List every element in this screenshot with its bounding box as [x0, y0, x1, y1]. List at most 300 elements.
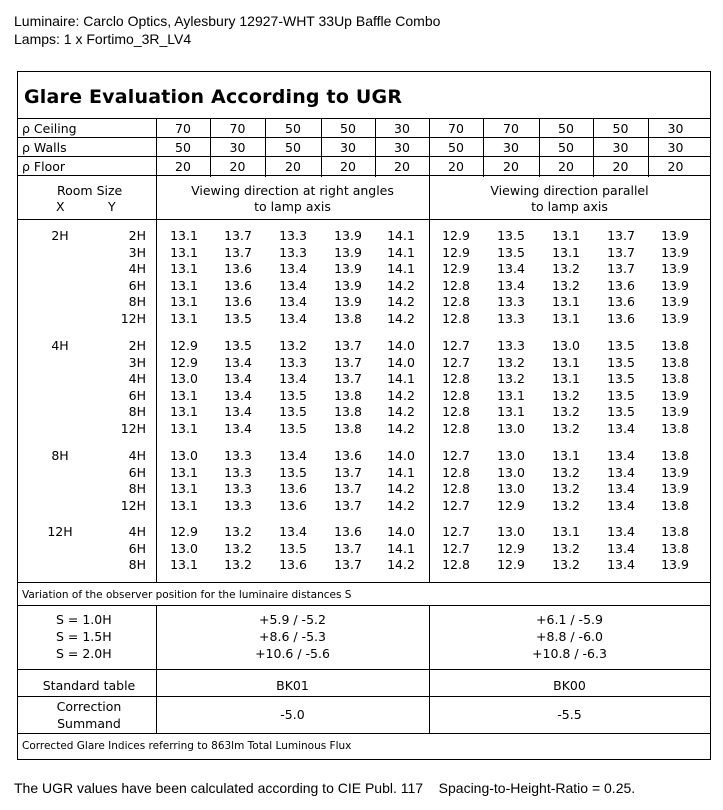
ugr-value: 13.7 — [334, 354, 362, 370]
ugr-value: 13.2 — [552, 481, 580, 496]
ugr-value: 13.4 — [607, 420, 635, 436]
ugr-value: 13.4 — [607, 557, 635, 572]
room-y-value: 12H — [120, 420, 146, 436]
ugr-value: 13.9 — [661, 464, 689, 480]
ugr-value: 12.8 — [442, 387, 470, 403]
direction-right-angles: to lamp axis — [254, 199, 331, 214]
ugr-value: 12.8 — [442, 277, 470, 293]
reflectance-value: 50 — [558, 140, 574, 155]
room-x-value: 4H — [51, 338, 69, 353]
variation-top-rule — [17, 582, 710, 583]
ugr-value: 13.3 — [224, 497, 252, 513]
ugr-value: 13.9 — [661, 277, 689, 293]
ugr-value: 13.1 — [170, 277, 198, 293]
ugr-value: 13.2 — [497, 354, 525, 370]
ugr-value: 13.4 — [607, 497, 635, 513]
ugr-value: 13.2 — [552, 497, 580, 513]
ugr-value: 13.3 — [224, 464, 252, 480]
correction-right-angles: -5.0 — [280, 707, 305, 722]
ugr-value: 13.7 — [607, 261, 635, 276]
ugr-value: 14.2 — [387, 481, 415, 496]
reflectance-value: 20 — [340, 159, 356, 174]
reflectance-value: 50 — [340, 121, 356, 136]
reflectance-value: 30 — [612, 140, 629, 155]
ugr-value: 13.1 — [170, 481, 198, 496]
ugr-value: 13.2 — [224, 524, 252, 539]
standard-table-parallel: BK00 — [553, 678, 586, 693]
ugr-value: 13.4 — [224, 354, 252, 370]
ugr-value: 13.9 — [661, 481, 689, 496]
ugr-value: 14.2 — [387, 497, 415, 513]
ugr-value: 13.9 — [661, 387, 689, 403]
room-y-value: 8H — [128, 404, 146, 419]
ugr-value: 13.1 — [170, 244, 198, 260]
ugr-value: 13.2 — [552, 464, 580, 480]
ugr-value: 14.1 — [387, 540, 415, 556]
ugr-value: 13.1 — [497, 387, 525, 403]
ugr-value: 13.5 — [607, 387, 635, 403]
room-y-value: 8H — [128, 557, 146, 572]
ugr-value: 13.2 — [552, 277, 580, 293]
ugr-value: 13.9 — [661, 261, 689, 276]
ugr-value: 13.1 — [170, 387, 198, 403]
variation-parallel: +6.1 / -5.9 — [536, 612, 603, 627]
ugr-value: 13.4 — [279, 371, 307, 386]
reflectance-divider — [429, 118, 430, 177]
ugr-value: 13.4 — [279, 277, 307, 293]
ugr-value: 14.0 — [387, 354, 415, 370]
room-size-label: Room Size — [57, 183, 123, 198]
ugr-value: 13.0 — [497, 464, 525, 480]
ugr-value: 13.1 — [552, 294, 580, 309]
variation-right-angles: +5.9 / -5.2 — [259, 612, 326, 627]
room-y-value: 8H — [128, 294, 146, 309]
ugr-value: 13.4 — [224, 404, 252, 419]
reflectance-value: 30 — [229, 140, 246, 155]
ugr-value: 13.5 — [607, 404, 635, 419]
reflectance-divider — [539, 118, 540, 177]
ugr-value: 13.5 — [607, 371, 635, 386]
ugr-value: 13.5 — [497, 244, 525, 260]
ugr-value: 14.2 — [387, 404, 415, 419]
ugr-value: 14.1 — [387, 261, 415, 276]
ugr-value: 13.2 — [552, 420, 580, 436]
ugr-value: 13.8 — [334, 404, 362, 419]
ugr-value: 13.1 — [170, 420, 198, 436]
ugr-value: 13.0 — [170, 540, 198, 556]
reflectance-value: 70 — [175, 121, 191, 136]
ugr-value: 12.7 — [442, 448, 470, 463]
variation-parallel: +10.8 / -6.3 — [532, 646, 607, 661]
reflectance-value: 50 — [448, 140, 464, 155]
room-y-value: 4H — [128, 261, 146, 276]
ugr-value: 13.3 — [279, 354, 307, 370]
ugr-value: 13.3 — [224, 481, 252, 496]
reflectance-divider — [483, 118, 484, 177]
ugr-value: 13.0 — [497, 448, 525, 463]
ugr-value: 12.9 — [442, 244, 470, 260]
direction-right-angles: Viewing direction at right angles — [191, 183, 394, 198]
ugr-value: 13.4 — [279, 294, 307, 309]
ugr-value: 13.2 — [552, 404, 580, 419]
correction-bottom-rule — [17, 733, 710, 734]
variation-header-rule — [17, 605, 710, 606]
reflectance-value: 30 — [667, 140, 684, 155]
ugr-value: 13.8 — [661, 497, 689, 513]
ugr-value: 13.1 — [552, 354, 580, 370]
lamps-label: Lamps: 1 x Fortimo_3R_LV4 — [14, 31, 192, 47]
ugr-value: 13.7 — [334, 464, 362, 480]
reflectance-value: 20 — [229, 159, 246, 174]
ugr-value: 13.3 — [497, 294, 525, 309]
ugr-value: 13.7 — [607, 244, 635, 260]
reflectance-value: 50 — [285, 140, 301, 155]
room-y-value: 6H — [128, 387, 146, 403]
ugr-value: 13.4 — [224, 371, 252, 386]
reflectance-label: ρ Floor — [22, 159, 66, 174]
ugr-value: 13.1 — [170, 557, 198, 572]
ugr-value: 12.8 — [442, 464, 470, 480]
ugr-value: 13.4 — [607, 464, 635, 480]
ugr-value: 13.4 — [279, 261, 307, 276]
room-y-value: 3H — [128, 354, 146, 370]
reflectance-divider — [593, 118, 594, 177]
ugr-value: 13.0 — [170, 448, 198, 463]
distance-label: S = 1.5H — [56, 629, 112, 644]
ugr-value: 13.1 — [170, 464, 198, 480]
room-y-value: 3H — [128, 244, 146, 260]
ugr-value: 13.6 — [607, 294, 635, 309]
ugr-value: 13.8 — [661, 338, 689, 353]
reflectance-value: 50 — [612, 121, 629, 136]
reflectance-value: 20 — [558, 159, 574, 174]
room-y-value: 2H — [128, 228, 146, 243]
luminaire-label: Luminaire: Carclo Optics, Aylesbury 12927-WHT 33Up Baffle Combo — [14, 13, 441, 29]
ugr-value: 13.7 — [334, 497, 362, 513]
reflectance-value: 20 — [503, 159, 519, 174]
ugr-value: 13.1 — [497, 404, 525, 419]
ugr-value: 13.4 — [497, 277, 525, 293]
ugr-value: 13.1 — [170, 497, 198, 513]
ugr-value: 13.6 — [334, 524, 362, 539]
ugr-value: 13.8 — [334, 387, 362, 403]
ugr-value: 13.3 — [224, 448, 252, 463]
ugr-value: 13.7 — [334, 371, 362, 386]
reflectance-row-rule — [17, 156, 710, 157]
ugr-value: 12.7 — [442, 497, 470, 513]
ugr-value: 12.9 — [170, 524, 198, 539]
reflectance-divider — [265, 118, 266, 177]
standard-table-label: Standard table — [42, 678, 136, 693]
section-divider — [429, 605, 430, 733]
ugr-value: 13.3 — [279, 228, 307, 243]
distance-label: S = 1.0H — [56, 612, 112, 627]
ugr-value: 14.2 — [387, 557, 415, 572]
reflectance-value: 30 — [394, 121, 410, 136]
room-x-label: X — [56, 199, 65, 214]
ugr-value: 13.1 — [552, 371, 580, 386]
reflectance-value: 20 — [394, 159, 410, 174]
section-divider — [156, 605, 157, 733]
ugr-value: 13.2 — [497, 371, 525, 386]
ugr-value: 13.5 — [224, 338, 252, 353]
room-x-value: 2H — [51, 228, 69, 243]
ugr-value: 13.1 — [170, 294, 198, 309]
reflectance-value: 20 — [448, 159, 464, 174]
ugr-value: 14.2 — [387, 294, 415, 309]
ugr-value: 12.9 — [442, 228, 470, 243]
ugr-value: 12.9 — [497, 497, 525, 513]
ugr-value: 13.4 — [607, 481, 635, 496]
ugr-value: 13.9 — [334, 294, 362, 309]
reflectance-value: 70 — [503, 121, 519, 136]
ugr-value: 13.3 — [497, 338, 525, 353]
reflectance-value: 50 — [558, 121, 574, 136]
ugr-value: 12.7 — [442, 524, 470, 539]
reflectance-value: 30 — [394, 140, 410, 155]
ugr-value: 13.3 — [497, 310, 525, 326]
ugr-value: 13.1 — [552, 228, 580, 243]
ugr-value: 13.7 — [224, 244, 252, 260]
reflectance-divider — [321, 118, 322, 177]
reflectance-value: 20 — [612, 159, 629, 174]
ugr-value: 13.5 — [279, 420, 307, 436]
ugr-value: 13.0 — [170, 371, 198, 386]
ugr-value: 13.1 — [552, 524, 580, 539]
room-y-value: 2H — [128, 338, 146, 353]
reflectance-top-rule — [17, 118, 710, 119]
ugr-value: 13.4 — [279, 524, 307, 539]
ugr-value: 13.4 — [607, 540, 635, 556]
ugr-value: 12.9 — [170, 338, 198, 353]
ugr-value: 13.5 — [607, 338, 635, 353]
ugr-value: 14.0 — [387, 338, 415, 353]
ugr-value: 12.8 — [442, 420, 470, 436]
ugr-value: 13.6 — [279, 557, 307, 572]
ugr-value: 12.7 — [442, 354, 470, 370]
ugr-value: 12.9 — [497, 557, 525, 572]
ugr-value: 13.5 — [607, 354, 635, 370]
ugr-value: 13.6 — [224, 277, 252, 293]
variation-right-angles: +8.6 / -5.3 — [259, 629, 326, 644]
ugr-value: 13.2 — [279, 338, 307, 353]
footer-note — [14, 780, 635, 796]
ugr-value: 12.9 — [442, 261, 470, 276]
ugr-value: 14.2 — [387, 420, 415, 436]
ugr-value: 13.8 — [661, 354, 689, 370]
ugr-value: 13.5 — [279, 404, 307, 419]
ugr-value: 12.7 — [442, 540, 470, 556]
ugr-value: 13.6 — [224, 294, 252, 309]
ugr-value: 13.2 — [224, 540, 252, 556]
ugr-value: 13.9 — [661, 244, 689, 260]
variation-right-angles: +10.6 / -5.6 — [255, 646, 330, 661]
ugr-value: 13.2 — [552, 557, 580, 572]
room-y-value: 6H — [128, 540, 146, 556]
reflectance-value: 20 — [285, 159, 301, 174]
ugr-value: 13.0 — [497, 524, 525, 539]
ugr-value: 13.8 — [334, 310, 362, 326]
ugr-value: 13.9 — [661, 404, 689, 419]
ugr-value: 12.8 — [442, 371, 470, 386]
room-y-value: 4H — [128, 524, 146, 539]
ugr-value: 13.0 — [497, 420, 525, 436]
ugr-value: 13.1 — [170, 310, 198, 326]
ugr-value: 13.5 — [279, 387, 307, 403]
ugr-value: 13.2 — [224, 557, 252, 572]
ugr-value: 13.6 — [607, 310, 635, 326]
ugr-value: 13.1 — [170, 261, 198, 276]
variation-bottom-rule — [17, 669, 710, 670]
ugr-value: 13.2 — [552, 261, 580, 276]
ugr-value: 13.8 — [334, 420, 362, 436]
ugr-value: 14.2 — [387, 310, 415, 326]
table-title: Glare Evaluation According to UGR — [24, 86, 403, 108]
reflectance-divider — [210, 118, 211, 177]
ugr-value: 13.6 — [279, 497, 307, 513]
ugr-value: 13.4 — [607, 524, 635, 539]
ugr-value: 13.1 — [170, 404, 198, 419]
header-bottom-rule — [17, 219, 710, 220]
reflectance-value: 70 — [448, 121, 464, 136]
ugr-value: 12.9 — [170, 354, 198, 370]
section-divider — [429, 177, 430, 583]
reflectance-divider — [648, 118, 649, 177]
ugr-value: 13.6 — [607, 277, 635, 293]
ugr-value: 14.0 — [387, 524, 415, 539]
ugr-value: 13.4 — [279, 448, 307, 463]
room-y-value: 12H — [120, 310, 146, 326]
room-y-value: 4H — [128, 448, 146, 463]
reflectance-value: 20 — [175, 159, 191, 174]
ugr-value: 13.8 — [661, 448, 689, 463]
reflectance-value: 30 — [667, 121, 684, 136]
ugr-value: 13.8 — [661, 420, 689, 436]
ugr-value: 13.7 — [224, 228, 252, 243]
standard-table-right-angles: BK01 — [276, 678, 309, 693]
reflectance-value: 50 — [175, 140, 191, 155]
reflectance-value: 50 — [285, 121, 301, 136]
reflectance-value: 20 — [667, 159, 684, 174]
ugr-value: 13.2 — [552, 387, 580, 403]
ugr-value: 13.8 — [661, 371, 689, 386]
standard-table-rule — [17, 696, 710, 697]
ugr-value: 13.4 — [224, 420, 252, 436]
ugr-value: 13.5 — [279, 540, 307, 556]
room-y-value: 8H — [128, 481, 146, 496]
ugr-value: 13.7 — [334, 540, 362, 556]
ugr-value: 13.9 — [334, 261, 362, 276]
correction-parallel: -5.5 — [557, 707, 582, 722]
ugr-value: 14.2 — [387, 387, 415, 403]
corrected-note: Corrected Glare Indices referring to 863lm Total Luminous Flux — [22, 740, 352, 752]
ugr-value: 13.4 — [224, 387, 252, 403]
room-x-value: 12H — [47, 524, 73, 539]
ugr-value: 13.0 — [497, 481, 525, 496]
ugr-value: 13.1 — [552, 244, 580, 260]
reflectance-value: 30 — [340, 140, 356, 155]
ugr-value: 13.9 — [661, 228, 689, 243]
ugr-value: 13.7 — [334, 481, 362, 496]
ugr-value: 13.8 — [661, 540, 689, 556]
ugr-value: 12.8 — [442, 557, 470, 572]
reflectance-value: 70 — [229, 121, 246, 136]
ugr-value: 14.1 — [387, 371, 415, 386]
room-x-value: 8H — [51, 448, 69, 463]
ugr-value: 13.5 — [497, 228, 525, 243]
room-y-value: 6H — [128, 277, 146, 293]
ugr-value: 13.7 — [334, 557, 362, 572]
ugr-value: 13.4 — [497, 261, 525, 276]
ugr-value: 13.7 — [334, 338, 362, 353]
correction-label: Summand — [57, 716, 121, 731]
ugr-value: 12.8 — [442, 404, 470, 419]
ugr-value: 13.9 — [661, 310, 689, 326]
distance-label: S = 2.0H — [56, 646, 112, 661]
room-y-value: 4H — [128, 371, 146, 386]
ugr-value: 13.6 — [279, 481, 307, 496]
ugr-value: 13.2 — [552, 540, 580, 556]
reflectance-divider — [375, 118, 376, 177]
ugr-value: 12.8 — [442, 481, 470, 496]
reflectance-row-rule — [17, 137, 710, 138]
ugr-value: 13.9 — [334, 244, 362, 260]
ugr-value: 12.8 — [442, 294, 470, 309]
reflectance-value: 30 — [503, 140, 519, 155]
section-divider — [156, 177, 157, 583]
ugr-value: 14.1 — [387, 244, 415, 260]
ugr-value: 13.1 — [552, 448, 580, 463]
ugr-value: 13.1 — [170, 228, 198, 243]
ugr-value: 14.2 — [387, 277, 415, 293]
room-y-value: 12H — [120, 497, 146, 513]
correction-label: Correction — [56, 699, 122, 714]
ugr-value: 13.5 — [279, 464, 307, 480]
ugr-value: 13.0 — [552, 338, 580, 353]
reflectance-row-rule — [17, 175, 710, 176]
ugr-value: 13.6 — [334, 448, 362, 463]
direction-parallel: Viewing direction parallel — [490, 183, 649, 198]
direction-parallel: to lamp axis — [531, 199, 608, 214]
footer-text: The UGR values have been calculated according to CIE Publ. 117 — [14, 780, 424, 796]
ugr-value: 13.9 — [661, 557, 689, 572]
ugr-value: 14.1 — [387, 464, 415, 480]
ugr-value: 13.6 — [224, 261, 252, 276]
variation-label: Variation of the observer position for the luminaire distances S — [22, 589, 352, 601]
ugr-value: 14.1 — [387, 228, 415, 243]
spacing-ratio: Spacing-to-Height-Ratio = 0.25. — [438, 780, 636, 796]
variation-parallel: +8.8 / -6.0 — [536, 629, 603, 644]
ugr-value: 13.7 — [607, 228, 635, 243]
ugr-value: 13.9 — [661, 294, 689, 309]
ugr-value: 13.8 — [661, 524, 689, 539]
reflectance-divider — [156, 118, 157, 177]
ugr-value: 13.3 — [279, 244, 307, 260]
ugr-value: 13.9 — [334, 277, 362, 293]
ugr-value: 12.7 — [442, 338, 470, 353]
reflectance-label: ρ Walls — [22, 140, 67, 155]
reflectance-label: ρ Ceiling — [22, 121, 77, 136]
ugr-value: 14.0 — [387, 448, 415, 463]
ugr-value: 13.4 — [279, 310, 307, 326]
ugr-value: 13.1 — [552, 310, 580, 326]
ugr-value: 13.4 — [607, 448, 635, 463]
ugr-value: 12.9 — [497, 540, 525, 556]
room-y-value: 6H — [128, 464, 146, 480]
ugr-value: 13.9 — [334, 228, 362, 243]
ugr-value: 13.5 — [224, 310, 252, 326]
ugr-value: 12.8 — [442, 310, 470, 326]
